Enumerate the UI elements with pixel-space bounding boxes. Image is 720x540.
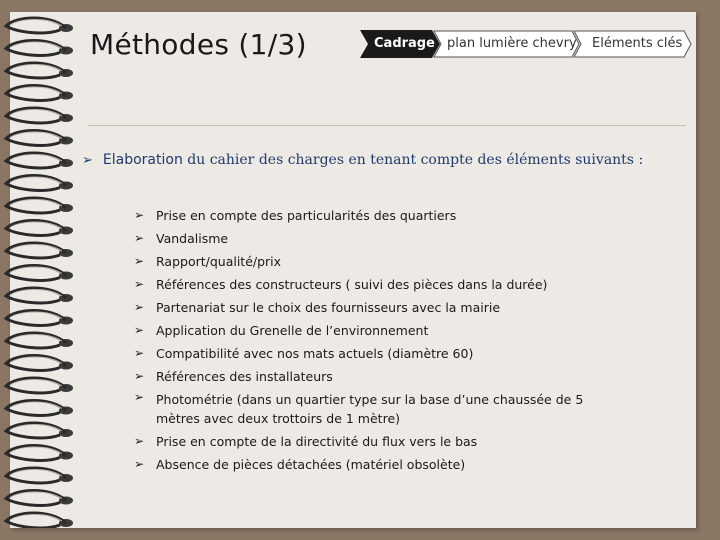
list-item-text: Vandalisme <box>156 231 229 246</box>
binding-ring <box>6 378 66 393</box>
binding-ring <box>6 221 66 236</box>
list-item-text: Application du Grenelle de l’environnement <box>156 323 429 338</box>
list-item <box>134 227 614 250</box>
list-item-text: Références des constructeurs ( suivi des pièces dans la durée) <box>156 277 548 292</box>
arrow-bullet-icon: ➢ <box>134 346 145 360</box>
binding-ring <box>6 311 66 326</box>
title-divider <box>88 125 686 126</box>
binding-ring <box>6 63 66 78</box>
binding-ring <box>6 153 66 168</box>
arrow-bullet-icon: ➢ <box>134 323 145 337</box>
binding-ring <box>6 41 66 56</box>
breadcrumb-step-plan-lumiere[interactable]: plan lumière chevry <box>447 36 577 51</box>
intro-paragraph <box>82 152 692 168</box>
arrow-bullet-icon: ➢ <box>134 300 145 314</box>
list-item-text: Absence de pièces détachées (matériel obsolète) <box>156 457 466 472</box>
binding-ring <box>6 198 66 213</box>
binding-ring <box>6 108 66 123</box>
binding-ring <box>6 446 66 461</box>
binding-ring <box>6 468 66 483</box>
list-item <box>134 319 614 342</box>
spiral-binding <box>0 12 74 528</box>
list-item-text: Prise en compte des particularités des quartiers <box>156 208 457 223</box>
binding-ring <box>6 266 66 281</box>
criteria-list <box>134 204 614 476</box>
arrow-bullet-icon: ➢ <box>134 231 145 245</box>
list-item <box>134 453 614 476</box>
binding-ring <box>6 423 66 438</box>
binding-ring <box>6 401 66 416</box>
arrow-bullet-icon: ➢ <box>134 369 145 383</box>
binding-ring <box>6 491 66 506</box>
binding-ring <box>6 176 66 191</box>
list-item <box>134 204 614 227</box>
arrow-bullet-icon: ➢ <box>134 434 145 448</box>
list-item <box>134 250 614 273</box>
list-item <box>134 388 614 430</box>
list-item <box>134 430 614 453</box>
list-item-text: Partenariat sur le choix des fournisseurs avec la mairie <box>156 300 501 315</box>
arrow-bullet-icon: ➢ <box>134 277 145 291</box>
binding-ring <box>6 131 66 146</box>
arrow-bullet-icon: ➢ <box>134 390 145 404</box>
breadcrumb-step-elements-cles[interactable]: Eléments clés <box>592 36 683 51</box>
list-item-text: Compatibilité avec nos mats actuels (diamètre 60) <box>156 346 474 361</box>
list-item-text: Références des installateurs <box>156 369 333 384</box>
binding-ring <box>6 356 66 371</box>
list-item-text: Rapport/qualité/prix <box>156 254 282 269</box>
list-item-text: Prise en compte de la directivité du flux vers le bas <box>156 434 478 449</box>
intro-lead: Elaboration <box>102 152 183 168</box>
list-item <box>134 296 614 319</box>
binding-ring <box>6 513 66 528</box>
arrow-bullet-icon: ➢ <box>134 457 145 471</box>
list-item <box>134 365 614 388</box>
breadcrumb <box>360 30 692 58</box>
binding-ring <box>6 18 66 33</box>
list-item-text: Photométrie (dans un quartier type sur la base d’une chaussée de 5 mètres avec deux trottoirs de 1 mètre) <box>156 392 584 426</box>
arrow-bullet-icon: ➢ <box>134 254 145 268</box>
slide-title: Méthodes (1/3) <box>90 28 307 61</box>
binding-ring <box>6 288 66 303</box>
list-item <box>134 342 614 365</box>
intro-rest: du cahier des charges en tenant compte des éléments suivants : <box>182 152 644 168</box>
arrow-bullet-icon: ➢ <box>82 153 93 168</box>
binding-ring <box>6 243 66 258</box>
binding-ring <box>6 86 66 101</box>
binding-ring <box>6 333 66 348</box>
list-item <box>134 273 614 296</box>
breadcrumb-step-cadrage[interactable]: Cadrage <box>374 36 435 51</box>
arrow-bullet-icon: ➢ <box>134 208 145 222</box>
